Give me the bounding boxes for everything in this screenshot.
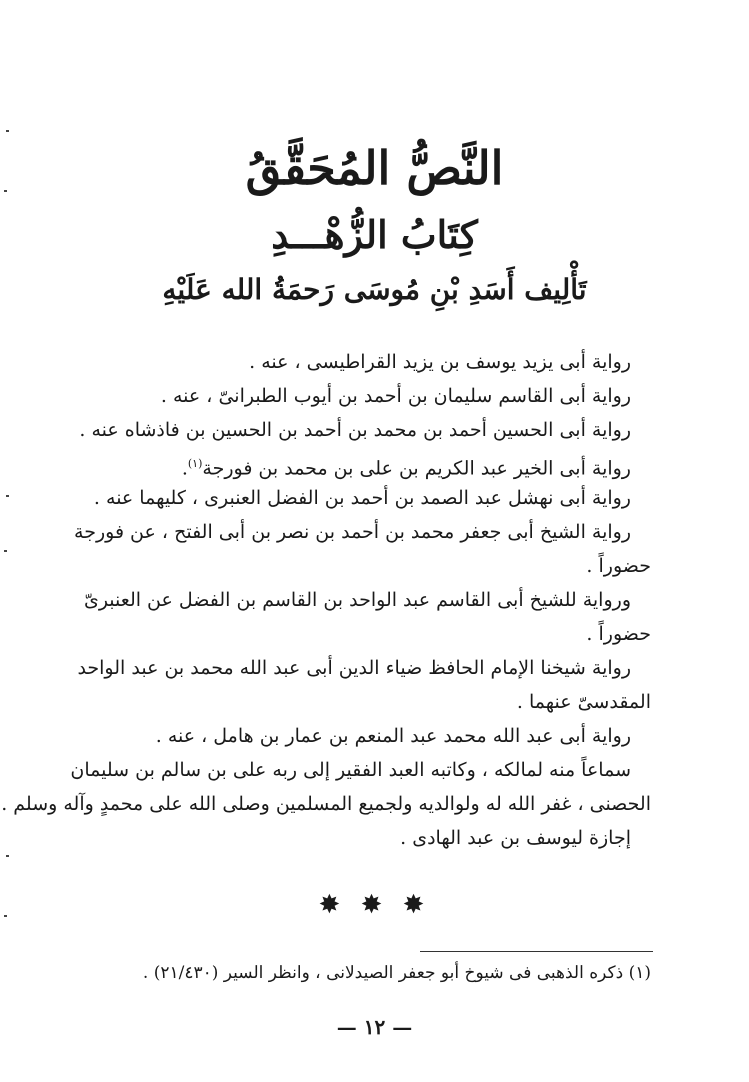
- text-line: رواية أبى الخير عبد الكريم بن على بن محمد بن فورجة: [202, 457, 631, 480]
- footnote-marker: (١): [187, 457, 203, 470]
- text-line: المقدسىّ عنهما .: [516, 691, 651, 713]
- text-line: الحصنى ، غفر الله له ولوالديه ولجميع المسلمين وصلى الله على محمدٍ وآله وسلم .: [1, 793, 651, 815]
- text-line: سماعاً منه لمالكه ، وكاتبه العبد الفقير إلى ربه على بن سالم بن سليمان: [70, 759, 631, 781]
- book-title: كِتَابُ الزُّهْـــدِ: [271, 212, 478, 257]
- transmission-chain: [1, 345, 651, 855]
- text-line: ورواية للشيخ أبى القاسم عبد الواحد بن القاسم بن الفضل عن العنبرىّ: [83, 589, 631, 611]
- margin-mark: [6, 130, 9, 132]
- ornament-stars: ✸ ✸ ✸: [318, 890, 431, 920]
- text-line: حضوراً .: [586, 623, 651, 645]
- author-line: تَأْلِيف أَسَدِ بْنِ مُوسَى رَحمَةُ الله عَلَيْهِ: [162, 273, 587, 306]
- text-line-with-footnote: [91, 447, 651, 481]
- margin-mark: [6, 855, 9, 857]
- page-number: — ١٢ —: [336, 1015, 413, 1039]
- text-line: رواية شيخنا الإمام الحافظ ضياء الدين أبى عبد الله محمد بن عبد الواحد: [77, 657, 631, 679]
- text-line: رواية أبى عبد الله محمد عبد المنعم بن عمار بن هامل ، عنه .: [155, 725, 631, 747]
- text-line: رواية الشيخ أبى جعفر محمد بن أحمد بن نصر بن أبى الفتح ، عن فورجة: [74, 521, 631, 543]
- margin-mark: [4, 550, 7, 552]
- text-line: إجازة ليوسف بن عبد الهادى .: [400, 827, 631, 849]
- margin-mark: [4, 190, 7, 192]
- text-line: حضوراً .: [586, 555, 651, 577]
- footnote: (١) ذكره الذهبى فى شيوخ أبو جعفر الصيدلانى ، وانظر السير (٢١/٤٣٠) .: [142, 963, 651, 983]
- footnote-divider: [420, 951, 653, 952]
- text-line: رواية أبى نهشل عبد الصمد بن أحمد بن الفضل العنبرى ، كليهما عنه .: [93, 487, 631, 509]
- text-line: رواية أبى الحسين أحمد بن محمد بن أحمد بن الحسين بن فاذشاه عنه .: [79, 419, 631, 441]
- text-line: رواية أبى يزيد يوسف بن يزيد القراطيسى ، عنه .: [249, 351, 631, 373]
- margin-mark: [6, 495, 9, 497]
- margin-mark: [4, 915, 7, 917]
- line-end: .: [181, 457, 188, 480]
- page-title: النَّصُّ المُحَقَّقُ: [245, 141, 504, 195]
- text-line: رواية أبى القاسم سليمان بن أحمد بن أيوب الطبرانىّ ، عنه .: [160, 385, 631, 407]
